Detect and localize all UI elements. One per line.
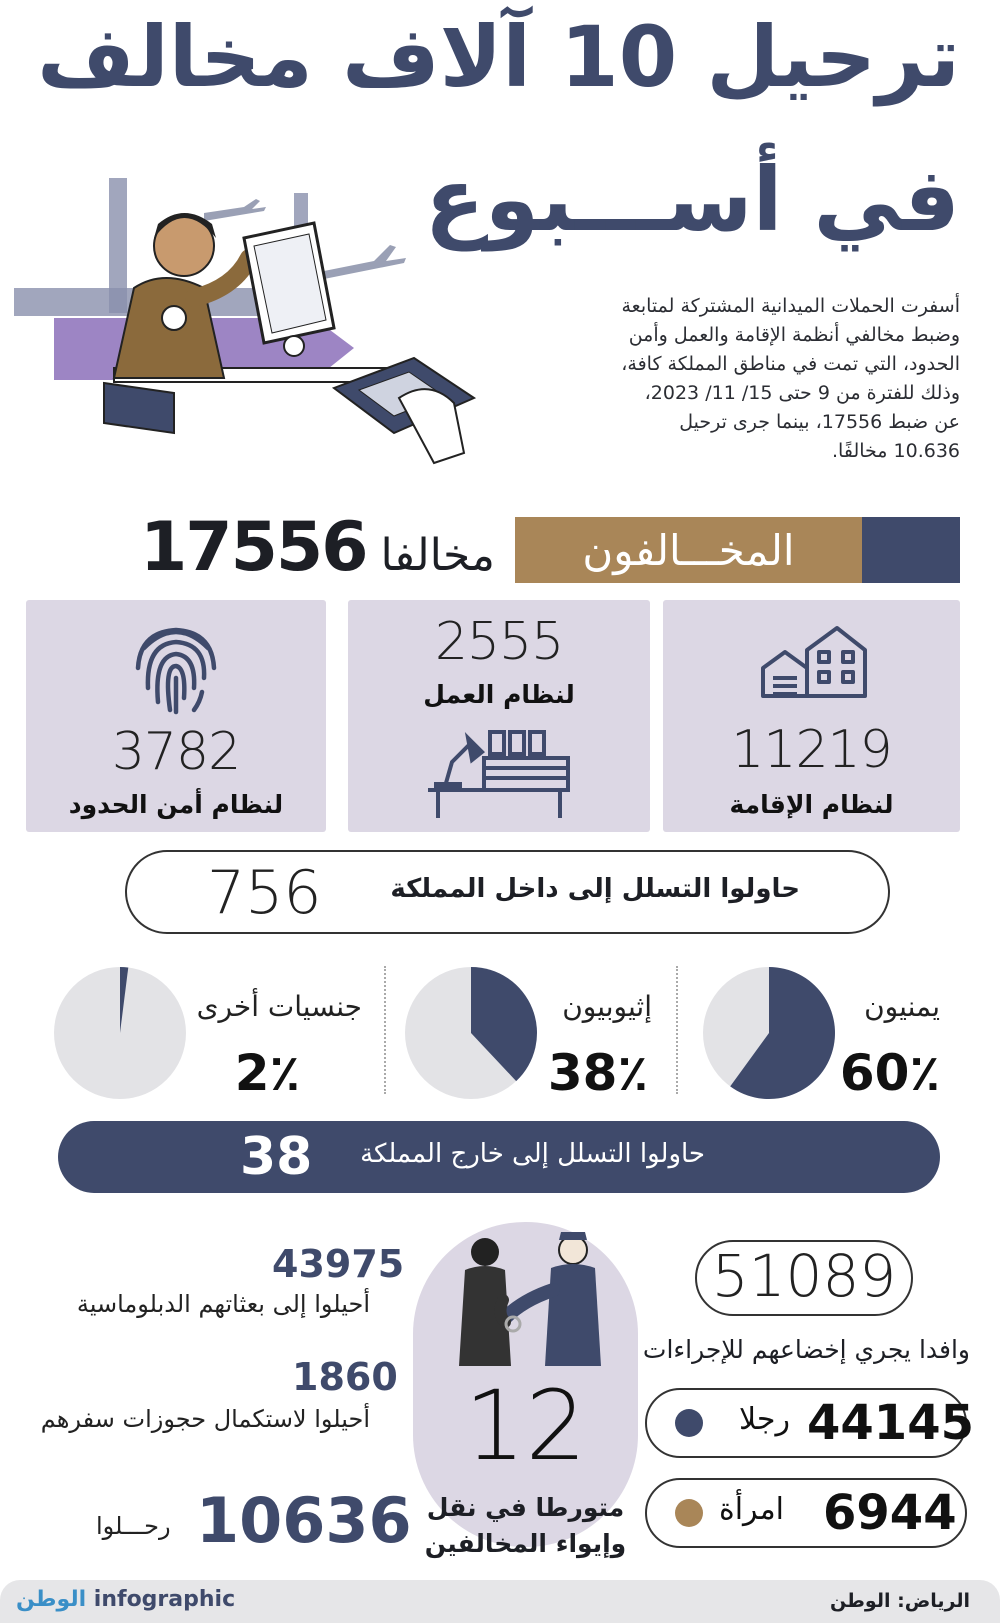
card-border-label: لنظام أمن الحدود [68,790,284,819]
officer-illustration [14,168,484,478]
card-border [26,600,326,832]
gender-women-value: 6944 [823,1485,957,1541]
card-labor-value: 2555 [434,612,564,672]
pie-other-percent: 2٪ [234,1044,300,1102]
procedures-value: 51089 [711,1242,897,1310]
card-labor-label: لنظام العمل [423,680,575,709]
procedures-oval [695,1240,913,1316]
office-desk-icon [424,728,574,820]
pie-yemeni [702,966,836,1100]
violators-total [139,508,495,587]
violators-total-unit: مخالفا [380,530,495,581]
pie-other [53,966,187,1100]
pie-yemeni-label: يمنيون [864,990,940,1023]
violators-header-bar [515,517,960,583]
gender-women-oval [645,1478,967,1548]
pie-other-label: جنسيات أخرى [196,990,362,1023]
gender-men-label: رجلا [739,1402,790,1437]
violators-total-number: 17556 [139,508,367,587]
pie-divider-2 [676,966,678,1094]
main-title-line2: في أســـبوع [424,148,960,251]
gender-men-oval [645,1388,974,1458]
arrest-icon [435,1230,621,1370]
violators-accent-block [862,517,960,583]
card-residency-label: لنظام الإقامة [729,790,894,819]
footer-bar [0,1580,1000,1623]
referred-travel-value: 1860 [292,1355,398,1399]
footer-source: الرياض: الوطن [829,1590,970,1612]
main-title-line1: ترحيل 10 آلاف مخالف [37,8,960,106]
card-residency [663,600,960,832]
transport-label [413,1490,638,1562]
fingerprint-icon [130,618,222,716]
infiltration-outside-pill [58,1121,940,1193]
referred-travel-label: أحيلوا لاستكمال حجوزات سفرهم [40,1405,370,1433]
transport-label-line1: متورطا في نقل [426,1493,625,1522]
footer-brand-english: infographic [93,1587,236,1612]
gender-men-dot [675,1409,703,1437]
house-icon [759,622,869,700]
pie-yemeni-percent: 60٪ [839,1044,940,1102]
gender-women-label: امرأة [719,1492,785,1527]
infiltration-inside-value: 756 [207,858,322,928]
pie-ethiopian-percent: 38٪ [547,1044,648,1102]
pie-ethiopian-label: إثيوبيون [562,990,652,1023]
infiltration-inside-label: حاولوا التسلل إلى داخل المملكة [390,874,800,904]
pie-ethiopian [404,966,538,1100]
transport-value: 12 [464,1370,587,1482]
gender-men-value: 44145 [807,1395,974,1451]
violators-label: المخـــالفون [515,517,862,583]
card-border-value: 3782 [111,722,241,782]
procedures-label: وافدا يجري إخضاعهم للإجراءات [642,1335,970,1364]
pie-divider-1 [384,966,386,1094]
transport-panel [413,1222,638,1558]
referred-diplomatic-value: 43975 [272,1242,405,1286]
gender-women-dot [675,1499,703,1527]
deported-label: رحـــلوا [96,1512,171,1540]
infiltration-outside-value: 38 [240,1127,313,1187]
card-labor [348,600,650,832]
intro-paragraph: أسفرت الحملات الميدانية المشتركة لمتابعة وضبط مخالفي أنظمة الإقامة والعمل وأمن الحدود، التي تمت في مناطق المملكة كافة، وذلك للفترة من 9 حتى 15/ 11/ 2023، عن ضبط 17556، بينما جرى ترحيل 10.636 مخالفًا. [621,295,960,462]
referred-diplomatic-label: أحيلوا إلى بعثاتهم الدبلوماسية [76,1290,370,1318]
transport-label-line2: وإيواء المخالفين [424,1529,627,1558]
infiltration-inside-pill [125,850,890,934]
deported-value: 10636 [196,1484,412,1557]
card-residency-value: 11219 [731,720,892,780]
footer-brand-arabic: الوطن [16,1587,87,1612]
footer-brand [16,1587,235,1612]
infiltration-outside-label: حاولوا التسلل إلى خارج المملكة [360,1139,705,1169]
